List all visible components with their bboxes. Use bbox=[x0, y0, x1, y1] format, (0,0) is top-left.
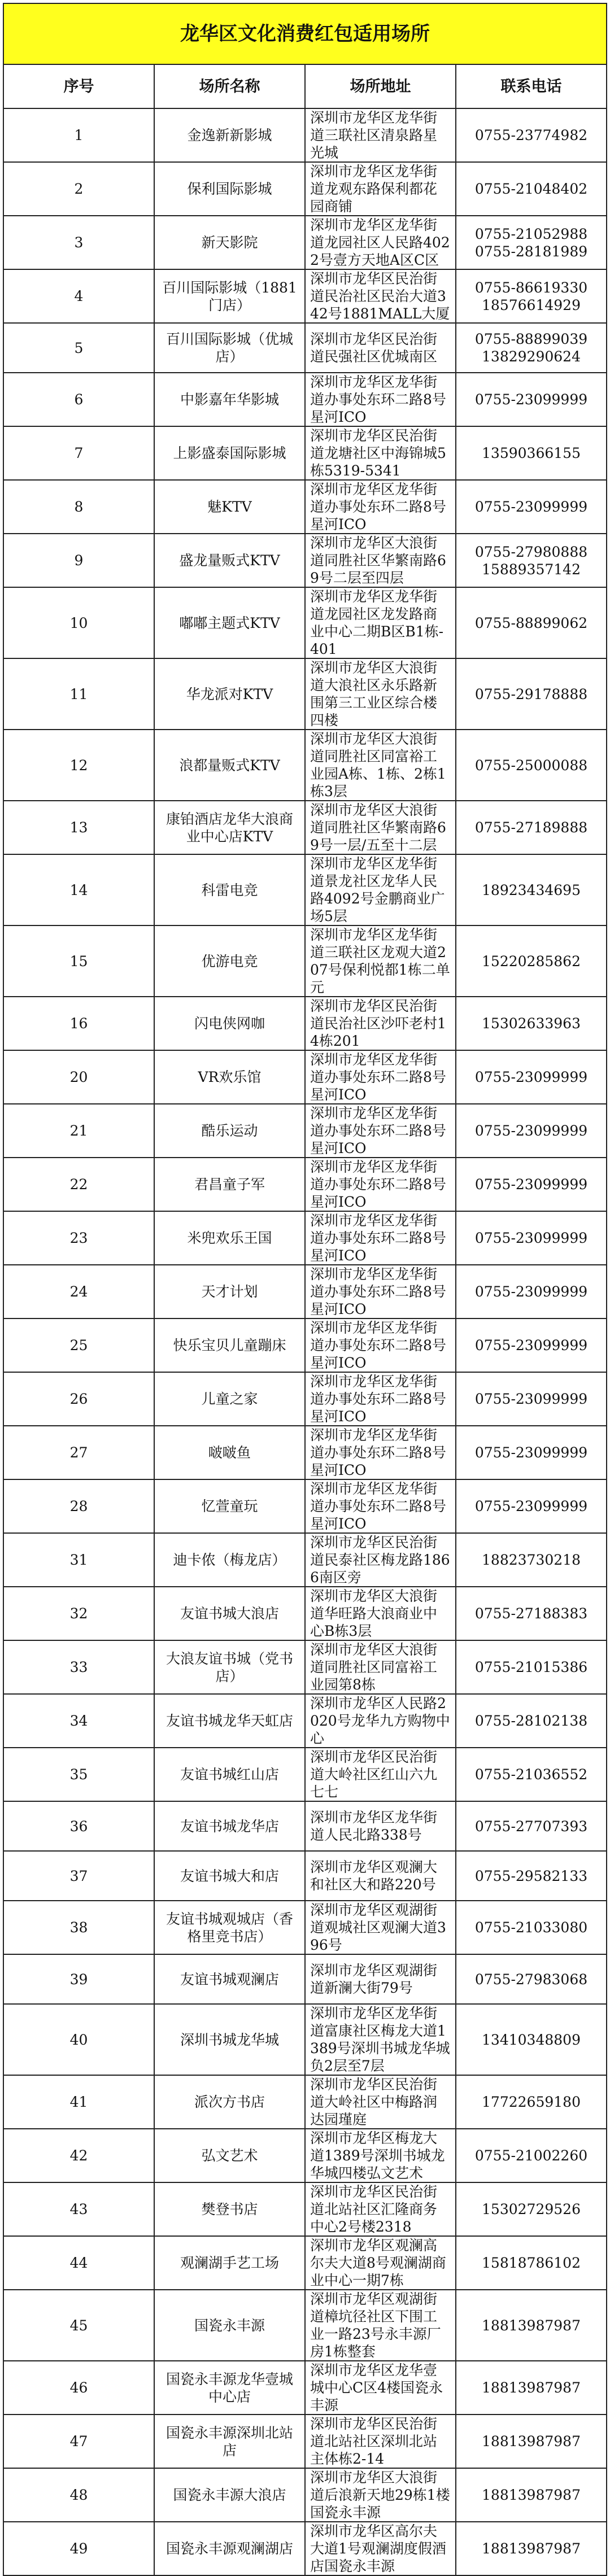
table-row bbox=[3, 2522, 607, 2575]
venue-name: 闪电侠网咖 bbox=[154, 997, 305, 1050]
venue-name: 魅KTV bbox=[154, 480, 305, 534]
venue-name: 弘文艺术 bbox=[154, 2129, 305, 2182]
venue-address: 深圳市龙华区龙华街道办事处东环二路8号星河ICO bbox=[305, 1426, 456, 1479]
venue-name: 儿童之家 bbox=[154, 1372, 305, 1426]
venue-address: 深圳市龙华区民治街道龙塘社区中海锦城5栋5319-5341 bbox=[305, 426, 456, 480]
venue-phone: 0755-27188383 bbox=[456, 1587, 607, 1640]
table-row bbox=[3, 1901, 607, 1954]
venue-phone: 0755-29582133 bbox=[456, 1851, 607, 1901]
header-phone: 联系电话 bbox=[456, 64, 607, 108]
venue-address: 深圳市龙华区龙华街道办事处东环二路8号星河ICO bbox=[305, 1104, 456, 1158]
row-number: 20 bbox=[3, 1050, 154, 1104]
venue-name: 快乐宝贝儿童蹦床 bbox=[154, 1318, 305, 1372]
venue-address: 深圳市龙华区梅龙大道1389号深圳书城龙华城四楼弘文艺术 bbox=[305, 2129, 456, 2182]
row-number: 43 bbox=[3, 2182, 154, 2236]
venue-address: 深圳市龙华区大浪街道大浪社区永乐路新围第三工业区综合楼四楼 bbox=[305, 658, 456, 730]
venue-phone: 18813987987 bbox=[456, 2361, 607, 2415]
venue-phone: 0755-23099999 bbox=[456, 1426, 607, 1479]
row-number: 9 bbox=[3, 534, 154, 587]
row-number: 25 bbox=[3, 1318, 154, 1372]
venue-phone: 0755-86619330 18576614929 bbox=[456, 269, 607, 323]
venue-phone: 0755-29178888 bbox=[456, 658, 607, 730]
venue-phone: 0755-27707393 bbox=[456, 1801, 607, 1851]
venue-name: 观澜湖手艺工场 bbox=[154, 2236, 305, 2290]
venue-phone: 18823730218 bbox=[456, 1533, 607, 1587]
table-row bbox=[3, 1954, 607, 2004]
table-row bbox=[3, 323, 607, 373]
row-number: 48 bbox=[3, 2468, 154, 2522]
venue-name: 樊登书店 bbox=[154, 2182, 305, 2236]
venue-phone: 18813987987 bbox=[456, 2468, 607, 2522]
row-number: 37 bbox=[3, 1851, 154, 1901]
row-number: 45 bbox=[3, 2290, 154, 2361]
venue-phone: 0755-23099999 bbox=[456, 1211, 607, 1265]
venue-name: 友谊书城大浪店 bbox=[154, 1587, 305, 1640]
table-row bbox=[3, 658, 607, 730]
venue-address: 深圳市龙华区大浪街道后浪新天地29栋1楼国瓷永丰源 bbox=[305, 2468, 456, 2522]
venue-phone: 0755-21002260 bbox=[456, 2129, 607, 2182]
venue-phone: 0755-88899062 bbox=[456, 587, 607, 658]
header-row bbox=[3, 64, 607, 108]
venue-phone: 0755-27983068 bbox=[456, 1954, 607, 2004]
venue-name: 金逸新新影城 bbox=[154, 108, 305, 162]
row-number: 2 bbox=[3, 162, 154, 216]
venue-name: 优游电竞 bbox=[154, 925, 305, 997]
venue-phone: 15818786102 bbox=[456, 2236, 607, 2290]
row-number: 35 bbox=[3, 1748, 154, 1801]
row-number: 6 bbox=[3, 373, 154, 426]
venue-name: 友谊书城龙华天虹店 bbox=[154, 1694, 305, 1748]
venue-address: 深圳市龙华区民治街道北站社区汇隆商务中心2号楼2318 bbox=[305, 2182, 456, 2236]
row-number: 3 bbox=[3, 216, 154, 269]
venue-name: 啵啵鱼 bbox=[154, 1426, 305, 1479]
venue-phone: 0755-23099999 bbox=[456, 373, 607, 426]
venue-phone: 0755-23774982 bbox=[456, 108, 607, 162]
venue-name: 派次方书店 bbox=[154, 2075, 305, 2129]
row-number: 47 bbox=[3, 2415, 154, 2468]
venue-name: 友谊书城观澜店 bbox=[154, 1954, 305, 2004]
table-row bbox=[3, 1050, 607, 1104]
venue-address: 深圳市龙华区龙华街道办事处东环二路8号星河ICO bbox=[305, 1211, 456, 1265]
table-row bbox=[3, 1851, 607, 1901]
row-number: 21 bbox=[3, 1104, 154, 1158]
table-row bbox=[3, 1587, 607, 1640]
venue-address: 深圳市龙华区大浪街道华旺路大浪商业中心B栋3层 bbox=[305, 1587, 456, 1640]
row-number: 39 bbox=[3, 1954, 154, 2004]
venue-name: 国瓷永丰源深圳北站店 bbox=[154, 2415, 305, 2468]
venue-phone: 15302633963 bbox=[456, 997, 607, 1050]
venue-name: 盛龙量贩式KTV bbox=[154, 534, 305, 587]
table-row bbox=[3, 587, 607, 658]
venue-name: 国瓷永丰源观澜湖店 bbox=[154, 2522, 305, 2575]
venue-phone: 0755-23099999 bbox=[456, 1318, 607, 1372]
venue-phone: 0755-21015386 bbox=[456, 1640, 607, 1694]
venue-phone: 0755-23099999 bbox=[456, 1479, 607, 1533]
venue-phone: 0755-27189888 bbox=[456, 801, 607, 854]
row-number: 41 bbox=[3, 2075, 154, 2129]
venue-phone: 0755-21048402 bbox=[456, 162, 607, 216]
table-row bbox=[3, 1801, 607, 1851]
table-row bbox=[3, 997, 607, 1050]
venue-address: 深圳市龙华区大浪街道同胜社区同富裕工业园第8栋 bbox=[305, 1640, 456, 1694]
venue-name: 保利国际影城 bbox=[154, 162, 305, 216]
row-number: 5 bbox=[3, 323, 154, 373]
venue-address: 深圳市龙华区大浪街道同胜社区同富裕工业园A栋、1栋、2栋1栋3层 bbox=[305, 730, 456, 801]
venue-phone: 0755-25000088 bbox=[456, 730, 607, 801]
table-row bbox=[3, 854, 607, 925]
row-number: 11 bbox=[3, 658, 154, 730]
venue-phone: 0755-23099999 bbox=[456, 480, 607, 534]
venue-address: 深圳市龙华区民治街道大岭社区中梅路润达园瑾庭 bbox=[305, 2075, 456, 2129]
table-row bbox=[3, 373, 607, 426]
row-number: 22 bbox=[3, 1158, 154, 1211]
venue-address: 深圳市龙华区观湖街道观城社区观澜大道396号 bbox=[305, 1901, 456, 1954]
venue-name: 华龙派对KTV bbox=[154, 658, 305, 730]
row-number: 14 bbox=[3, 854, 154, 925]
venue-name: 国瓷永丰源 bbox=[154, 2290, 305, 2361]
venue-phone: 0755-23099999 bbox=[456, 1158, 607, 1211]
venue-address: 深圳市龙华区人民路2020号龙华九方购物中心 bbox=[305, 1694, 456, 1748]
venue-name: 友谊书城红山店 bbox=[154, 1748, 305, 1801]
venue-address: 深圳市龙华区观澜高尔夫大道8号观澜湖商业中心一期7栋 bbox=[305, 2236, 456, 2290]
venue-name: 君昌童子军 bbox=[154, 1158, 305, 1211]
venue-address: 深圳市龙华区龙华街道办事处东环二路8号星河ICO bbox=[305, 373, 456, 426]
venue-name: 友谊书城龙华店 bbox=[154, 1801, 305, 1851]
venue-address: 深圳市龙华区龙华街道景龙社区龙华人民路4092号金鹏商业广场5层 bbox=[305, 854, 456, 925]
venue-name: 嘟嘟主题式KTV bbox=[154, 587, 305, 658]
table-body bbox=[3, 108, 607, 2575]
venue-address: 深圳市龙华区龙华街道三联社区龙观大道207号保利悦都1栋二单元 bbox=[305, 925, 456, 997]
venue-name: 友谊书城观城店（香格里竞书店） bbox=[154, 1901, 305, 1954]
table-row bbox=[3, 1640, 607, 1694]
venue-phone: 18813987987 bbox=[456, 2290, 607, 2361]
table-row bbox=[3, 2182, 607, 2236]
venue-name: 新天影院 bbox=[154, 216, 305, 269]
venue-address: 深圳市龙华区龙华街道办事处东环二路8号星河ICO bbox=[305, 1372, 456, 1426]
venue-address: 深圳市龙华区民治街道民治社区沙吓老村14栋201 bbox=[305, 997, 456, 1050]
venue-address: 深圳市龙华区观湖街道新澜大街79号 bbox=[305, 1954, 456, 2004]
venue-address: 深圳市龙华区龙华街道三联社区清泉路星光城 bbox=[305, 108, 456, 162]
row-number: 28 bbox=[3, 1479, 154, 1533]
row-number: 15 bbox=[3, 925, 154, 997]
venue-address: 深圳市龙华区龙华街道办事处东环二路8号星河ICO bbox=[305, 1265, 456, 1318]
row-number: 4 bbox=[3, 269, 154, 323]
header-name: 场所名称 bbox=[154, 64, 305, 108]
row-number: 42 bbox=[3, 2129, 154, 2182]
row-number: 31 bbox=[3, 1533, 154, 1587]
venue-address: 深圳市龙华区龙华街道办事处东环二路8号星河ICO bbox=[305, 480, 456, 534]
venue-name: 大浪友谊书城（党书店） bbox=[154, 1640, 305, 1694]
venue-phone: 0755-23099999 bbox=[456, 1265, 607, 1318]
venue-phone: 13410348809 bbox=[456, 2004, 607, 2075]
venue-name: 上影盛泰国际影城 bbox=[154, 426, 305, 480]
venue-phone: 15302729526 bbox=[456, 2182, 607, 2236]
venue-name: 酷乐运动 bbox=[154, 1104, 305, 1158]
venue-address: 深圳市龙华区观湖街道樟坑径社区下围工业一路23号永丰源厂房1栋整套 bbox=[305, 2290, 456, 2361]
table-row bbox=[3, 2004, 607, 2075]
table-row bbox=[3, 2361, 607, 2415]
venue-name: 深圳书城龙华城 bbox=[154, 2004, 305, 2075]
header-address: 场所地址 bbox=[305, 64, 456, 108]
table-row bbox=[3, 162, 607, 216]
table-row bbox=[3, 480, 607, 534]
row-number: 24 bbox=[3, 1265, 154, 1318]
table-title: 龙华区文化消费红包适用场所 bbox=[3, 3, 607, 64]
venue-address: 深圳市龙华区民治街道民强社区优城南区 bbox=[305, 323, 456, 373]
venue-phone: 18813987987 bbox=[456, 2522, 607, 2575]
row-number: 34 bbox=[3, 1694, 154, 1748]
row-number: 1 bbox=[3, 108, 154, 162]
venue-name: 百川国际影城（1881门店） bbox=[154, 269, 305, 323]
table-row bbox=[3, 108, 607, 162]
venue-phone: 0755-28102138 bbox=[456, 1694, 607, 1748]
table-row bbox=[3, 2236, 607, 2290]
venue-address: 深圳市龙华区观澜大和社区大和路220号 bbox=[305, 1851, 456, 1901]
venue-table bbox=[3, 3, 607, 2576]
venue-name: 中影嘉年华影城 bbox=[154, 373, 305, 426]
venue-table-sheet bbox=[3, 3, 607, 2576]
row-number: 40 bbox=[3, 2004, 154, 2075]
table-row bbox=[3, 269, 607, 323]
table-row bbox=[3, 2129, 607, 2182]
row-number: 38 bbox=[3, 1901, 154, 1954]
row-number: 26 bbox=[3, 1372, 154, 1426]
table-row bbox=[3, 426, 607, 480]
venue-address: 深圳市龙华区民治街道民泰社区梅龙路1866南区旁 bbox=[305, 1533, 456, 1587]
row-number: 23 bbox=[3, 1211, 154, 1265]
venue-name: 迪卡侬（梅龙店） bbox=[154, 1533, 305, 1587]
venue-address: 深圳市龙华区龙华街道办事处东环二路8号星河ICO bbox=[305, 1479, 456, 1533]
venue-address: 深圳市龙华区龙华街道人民北路338号 bbox=[305, 1801, 456, 1851]
venue-phone: 18923434695 bbox=[456, 854, 607, 925]
table-row bbox=[3, 801, 607, 854]
table-row bbox=[3, 1479, 607, 1533]
row-number: 12 bbox=[3, 730, 154, 801]
venue-address: 深圳市龙华区大浪街道同胜社区华繁南路69号二层至四层 bbox=[305, 534, 456, 587]
venue-phone: 0755-88899039 13829290624 bbox=[456, 323, 607, 373]
venue-name: 康铂酒店龙华大浪商业中心店KTV bbox=[154, 801, 305, 854]
venue-phone: 0755-21033080 bbox=[456, 1901, 607, 1954]
venue-name: 米兜欢乐王国 bbox=[154, 1211, 305, 1265]
venue-phone: 0755-27980888 15889357142 bbox=[456, 534, 607, 587]
table-row bbox=[3, 1426, 607, 1479]
table-row bbox=[3, 1104, 607, 1158]
table-row bbox=[3, 1694, 607, 1748]
header-no: 序号 bbox=[3, 64, 154, 108]
table-row bbox=[3, 2468, 607, 2522]
venue-phone: 17722659180 bbox=[456, 2075, 607, 2129]
table-row bbox=[3, 1533, 607, 1587]
venue-phone: 0755-21036552 bbox=[456, 1748, 607, 1801]
row-number: 10 bbox=[3, 587, 154, 658]
row-number: 32 bbox=[3, 1587, 154, 1640]
row-number: 46 bbox=[3, 2361, 154, 2415]
venue-name: 百川国际影城（优城店） bbox=[154, 323, 305, 373]
table-row bbox=[3, 1158, 607, 1211]
venue-phone: 18813987987 bbox=[456, 2415, 607, 2468]
table-row bbox=[3, 925, 607, 997]
row-number: 44 bbox=[3, 2236, 154, 2290]
table-row bbox=[3, 730, 607, 801]
row-number: 36 bbox=[3, 1801, 154, 1851]
row-number: 16 bbox=[3, 997, 154, 1050]
table-row bbox=[3, 216, 607, 269]
row-number: 8 bbox=[3, 480, 154, 534]
venue-address: 深圳市龙华区龙华街道龙园社区龙发路商业中心二期B区B1栋-401 bbox=[305, 587, 456, 658]
row-number: 13 bbox=[3, 801, 154, 854]
venue-address: 深圳市龙华区龙华街道办事处东环二路8号星河ICO bbox=[305, 1158, 456, 1211]
table-row bbox=[3, 2415, 607, 2468]
venue-address: 深圳市龙华区龙华街道办事处东环二路8号星河ICO bbox=[305, 1318, 456, 1372]
table-row bbox=[3, 1318, 607, 1372]
venue-address: 深圳市龙华区大浪街道同胜社区华繁南路69号一层/五至十二层 bbox=[305, 801, 456, 854]
venue-address: 深圳市龙华区民治街道民治社区民治大道342号1881MALL大厦 bbox=[305, 269, 456, 323]
venue-name: 忆萱童玩 bbox=[154, 1479, 305, 1533]
venue-phone: 15220285862 bbox=[456, 925, 607, 997]
venue-address: 深圳市龙华区龙华街道办事处东环二路8号星河ICO bbox=[305, 1050, 456, 1104]
table-row bbox=[3, 2075, 607, 2129]
row-number: 33 bbox=[3, 1640, 154, 1694]
venue-address: 深圳市龙华区龙华壹城中心C区4楼国瓷永丰源 bbox=[305, 2361, 456, 2415]
venue-phone: 0755-23099999 bbox=[456, 1104, 607, 1158]
venue-address: 深圳市龙华区龙华街道龙园社区人民路4022号壹方天地A区C区 bbox=[305, 216, 456, 269]
venue-address: 深圳市龙华区民治街道北站社区深圳北站主体栋2-14 bbox=[305, 2415, 456, 2468]
venue-phone: 0755-23099999 bbox=[456, 1050, 607, 1104]
row-number: 7 bbox=[3, 426, 154, 480]
table-row bbox=[3, 2290, 607, 2361]
venue-phone: 0755-23099999 bbox=[456, 1372, 607, 1426]
table-row bbox=[3, 1748, 607, 1801]
row-number: 27 bbox=[3, 1426, 154, 1479]
venue-address: 深圳市龙华区高尔夫大道1号观澜湖度假酒店国瓷永丰源 bbox=[305, 2522, 456, 2575]
venue-address: 深圳市龙华区龙华街道富康社区梅龙大道1389号深圳书城龙华城负2层至7层 bbox=[305, 2004, 456, 2075]
venue-name: 科雷电竞 bbox=[154, 854, 305, 925]
table-row bbox=[3, 534, 607, 587]
table-row bbox=[3, 1211, 607, 1265]
venue-name: VR欢乐馆 bbox=[154, 1050, 305, 1104]
venue-name: 浪都量贩式KTV bbox=[154, 730, 305, 801]
venue-phone: 13590366155 bbox=[456, 426, 607, 480]
table-row bbox=[3, 1372, 607, 1426]
table-row bbox=[3, 1265, 607, 1318]
venue-name: 国瓷永丰源大浪店 bbox=[154, 2468, 305, 2522]
venue-address: 深圳市龙华区民治街道大岭社区红山六九七七 bbox=[305, 1748, 456, 1801]
venue-phone: 0755-21052988 0755-28181989 bbox=[456, 216, 607, 269]
venue-name: 天才计划 bbox=[154, 1265, 305, 1318]
venue-name: 友谊书城大和店 bbox=[154, 1851, 305, 1901]
venue-name: 国瓷永丰源龙华壹城中心店 bbox=[154, 2361, 305, 2415]
row-number: 49 bbox=[3, 2522, 154, 2575]
venue-address: 深圳市龙华区龙华街道龙观东路保利都花园商铺 bbox=[305, 162, 456, 216]
